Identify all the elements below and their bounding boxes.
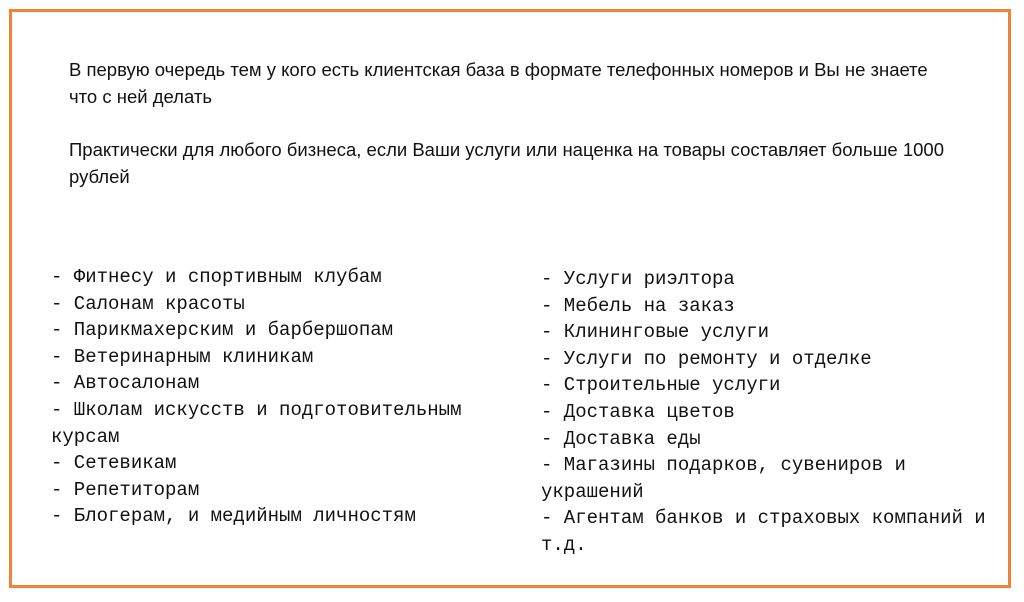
list-item: - Репетиторам — [51, 478, 200, 501]
list-item: - Мебель на заказ — [541, 294, 735, 317]
list-item: - Услуги риэлтора — [541, 268, 735, 290]
list-item: - Парикмахерским и барбершопам — [51, 319, 394, 342]
list-item: - Салонам красоты — [51, 292, 245, 315]
list-item: - Магазины подарков, сувениров и украшений — [541, 454, 906, 503]
intro-paragraph-1: В первую очередь тем у кого есть клиентская база в формате телефонных номеров и Вы не знаете что с ней делать — [69, 59, 928, 107]
business-list-left — [51, 264, 521, 530]
list-item: - Автосалонам — [51, 372, 200, 395]
list-item: - Доставка цветов — [541, 400, 735, 423]
list-item: - Фитнесу и спортивным клубам — [51, 266, 382, 288]
list-item: - Доставка еды — [541, 427, 701, 450]
intro-text-block — [69, 56, 949, 190]
list-item: - Агентам банков и страховых компаний и т.д. — [541, 507, 986, 556]
business-list-right — [541, 266, 1001, 559]
list-item: - Клининговые услуги — [541, 321, 770, 344]
list-item: - Строительные услуги — [541, 374, 781, 397]
list-item: - Школам искусств и подготовительным курсам — [51, 398, 462, 448]
list-item: - Услуги по ремонту и отделке — [541, 347, 872, 370]
list-item: - Ветеринарным клиникам — [51, 345, 314, 368]
list-item: - Блогерам, и медийным личностям — [51, 505, 416, 528]
intro-paragraph-2: Практически для любого бизнеса, если Ваши услуги или наценка на товары составляет больше 1000 рублей — [69, 139, 945, 187]
list-item: - Сетевикам — [51, 452, 177, 475]
